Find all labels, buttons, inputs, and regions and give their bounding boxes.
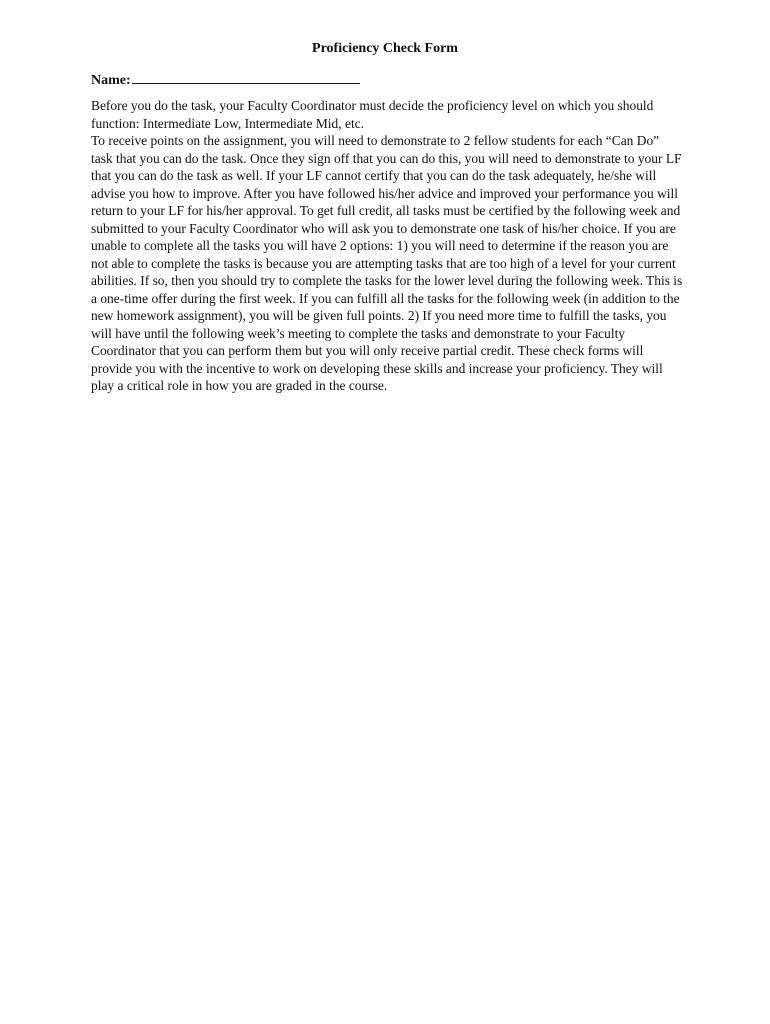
name-label: Name: — [91, 73, 131, 88]
instructions-paragraph-2: To receive points on the assignment, you will need to demonstrate to 2 fellow students for each “Can Do” task that you can do the task. Once they sign off that you can do this, you will need to demonstrate to your LF that you can do the task as well. If your LF cannot certify that you can do the task adequately, he/she will advise you how to improve. After you have followed his/her advice and improved your performance you will return to your LF for his/her approval. To get full credit, all tasks must be certified by the following week and submitted to your Faculty Coordinator who will ask you to demonstrate one task of his/her choice. If you are unable to complete all the tasks you will have 2 options: 1) you will need to determine if the reason you are not able to complete the tasks is because you are attempting tasks that are too high of a level for your current abilities. If so, then you should try to complete the tasks for the lower level during the following week. This is a one-time offer during the first week. If you can fulfill all the tasks for the following week (in addition to the new homework assignment), you will be given full points. 2) If you need more time to fulfill the tasks, you will have until the following week’s meeting to complete the tasks and demonstrate to your Faculty Coordinator that you can perform them but you will only receive partial credit. These check forms will provide you with the incentive to work on developing these skills and increase your proficiency. They will play a critical role in how you are graded in the course. — [91, 133, 683, 393]
instructions-paragraph-1: Before you do the task, your Faculty Coordinator must decide the proficiency level on which you should function: Intermediate Low, Intermediate Mid, etc. — [91, 98, 654, 131]
name-field-row — [91, 69, 360, 90]
name-blank-line — [132, 69, 360, 84]
instructions-body — [91, 97, 683, 395]
form-title: Proficiency Check Form — [312, 41, 458, 56]
